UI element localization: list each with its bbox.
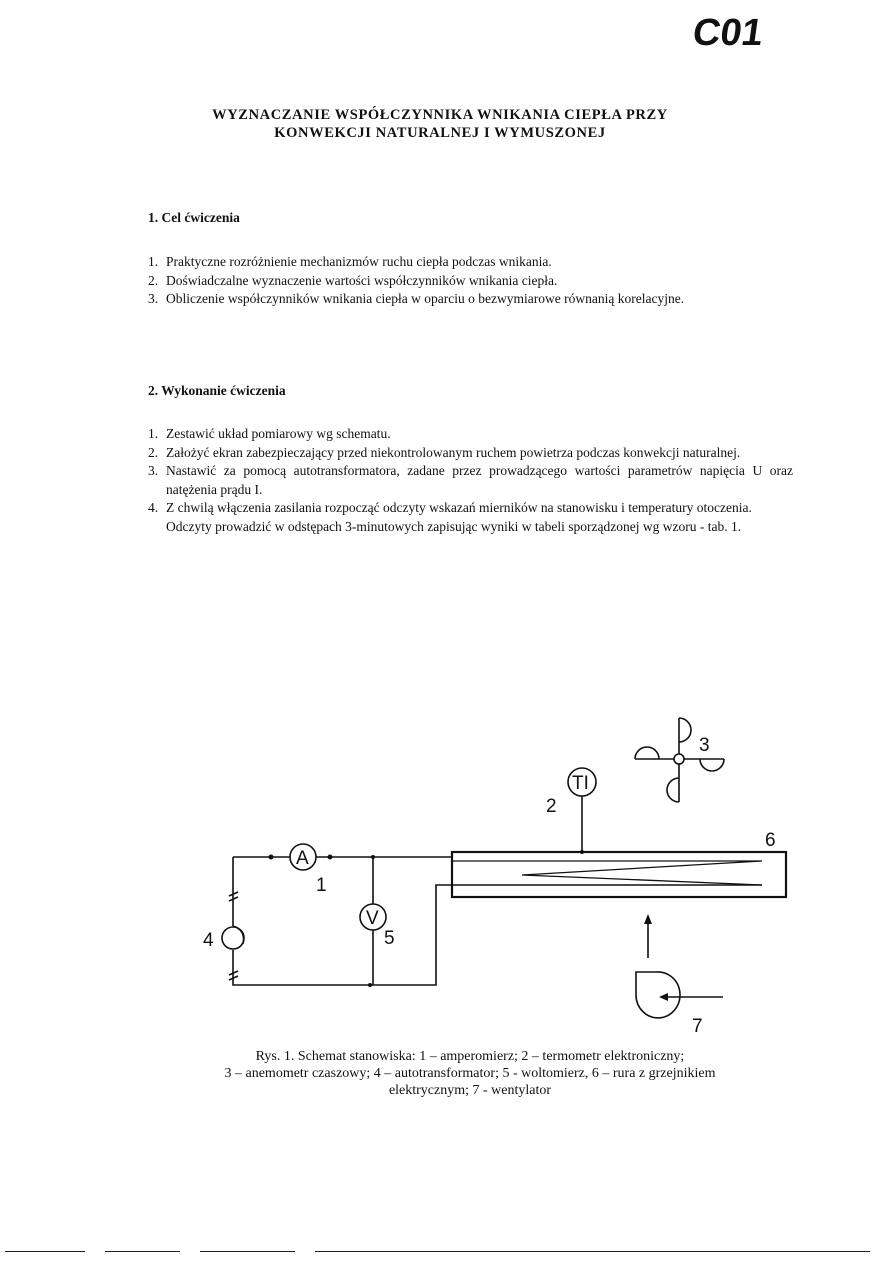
- item-number: 2.: [148, 272, 159, 288]
- tube-with-heater: [452, 852, 786, 897]
- scan-rule: [315, 1251, 870, 1252]
- return-wire: [233, 857, 762, 985]
- section2-heading: 2. Wykonanie ćwiczenia: [148, 383, 286, 398]
- item-number: 2.: [148, 444, 159, 460]
- caption-line-1: Rys. 1. Schemat stanowiska: 1 – amperomierz; 2 – termometr elektroniczny;: [255, 1049, 685, 1064]
- item-text: Z chwilą włączenia zasilania rozpocząć odczyty wskazań mierników na stanowisku i temperatury otoczenia. Odczyty prowadzić w odstępach 3-minutowych zapisując wyniki w tabeli sporządzonej wg wzoru - tab. 1.: [166, 500, 752, 534]
- label-7: 7: [692, 1016, 703, 1037]
- item-number: 1.: [148, 254, 159, 269]
- item-text: Obliczenie współczynników wnikania ciepła w oparciu o bezwymiarowe równanią korelacyjne.: [166, 291, 685, 306]
- label-6: 6: [765, 830, 776, 851]
- label-4: 4: [203, 930, 214, 951]
- scan-rule: [5, 1251, 85, 1252]
- handwritten-code: C01: [690, 12, 766, 54]
- voltmeter-symbol: V: [366, 908, 379, 929]
- title-line-2: KONWEKCJI NATURALNEJ I WYMUSZONEJ: [274, 125, 606, 141]
- heater-element: [452, 861, 762, 885]
- fan-blower-icon: [636, 972, 680, 1018]
- ammeter-symbol: A: [296, 848, 309, 869]
- item-text: Założyć ekran zabezpieczający przed niekontrolowanym ruchem powietrza podczas konwekcji naturalnej.: [166, 444, 741, 460]
- item-number: 1.: [148, 426, 159, 441]
- item-text: Doświadczalne wyznaczenie wartości współczynników wnikania ciepła.: [166, 272, 558, 288]
- label-5: 5: [384, 928, 395, 949]
- figure-caption: [110, 1048, 830, 1099]
- caption-line-3: elektrycznym; 7 - wentylator: [388, 1083, 552, 1098]
- label-2: 2: [546, 796, 557, 817]
- label-1: 1: [316, 875, 327, 896]
- item-number: 3.: [148, 291, 159, 306]
- item-text: Zestawić układ pomiarowy wg schematu.: [166, 426, 391, 441]
- item-number: 3.: [148, 463, 159, 478]
- scan-rule: [105, 1251, 180, 1252]
- item-text: Nastawić za pomocą autotransformatora, zadane przez prowadzącego wartości parametrów napięcia U oraz natężenia prądu I.: [166, 463, 793, 497]
- scan-rule: [200, 1251, 295, 1252]
- thermometer-symbol: TI: [572, 773, 589, 794]
- label-3: 3: [699, 735, 710, 756]
- item-text: Praktyczne rozróżnienie mechanizmów ruchu ciepła podczas wnikania.: [166, 254, 552, 269]
- anemometer-icon: [635, 718, 724, 802]
- section1-heading: 1. Cel ćwiczenia: [148, 210, 240, 225]
- caption-line-2: 3 – anemometr czaszowy; 4 – autotransformator; 5 - woltomierz, 6 – rura z grzejnikiem: [224, 1066, 716, 1081]
- item-number: 4.: [148, 500, 159, 515]
- title-line-1: WYZNACZANIE WSPÓŁCZYNNIKA WNIKANIA CIEPŁA PRZY: [212, 107, 668, 123]
